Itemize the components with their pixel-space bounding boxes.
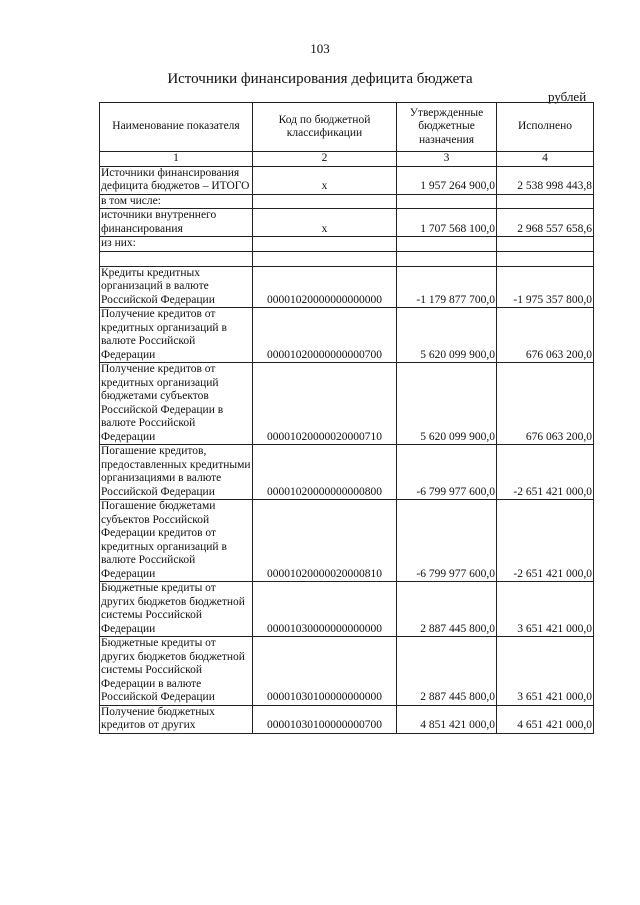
column-number: 4: [497, 152, 594, 167]
table-row: [100, 637, 594, 706]
row-approved: -1 179 877 700,0: [397, 266, 497, 308]
row-executed: 3 651 421 000,0: [497, 637, 594, 706]
row-approved: 1 957 264 900,0: [397, 166, 497, 194]
row-executed: -1 975 357 800,0: [497, 266, 594, 308]
row-approved: [397, 194, 497, 209]
column-header-approved: Утвержденные бюджетные назначения: [397, 103, 497, 152]
row-approved: 5 620 099 900,0: [397, 363, 497, 445]
row-approved: 4 851 421 000,0: [397, 705, 497, 733]
row-name: из них:: [100, 237, 253, 252]
table-row: [100, 237, 594, 252]
table-row: [100, 266, 594, 308]
row-code: [253, 237, 397, 252]
row-code: 00001020000020000710: [253, 363, 397, 445]
row-code: 00001030100000000000: [253, 637, 397, 706]
row-name: в том числе:: [100, 194, 253, 209]
table-row: [100, 582, 594, 637]
row-code: 00001030100000000700: [253, 705, 397, 733]
row-code: 00001020000000000000: [253, 266, 397, 308]
table-body: [100, 166, 594, 733]
row-name: Получение бюджетных кредитов от других: [100, 705, 253, 733]
column-number: 3: [397, 152, 497, 167]
row-name: Источники финансирования дефицита бюджетов – ИТОГО: [100, 166, 253, 194]
column-number-row: [100, 152, 594, 167]
table-row: [100, 251, 594, 266]
row-approved: 2 887 445 800,0: [397, 582, 497, 637]
row-code: x: [253, 209, 397, 237]
table-header-row: [100, 103, 594, 152]
row-executed: [497, 251, 594, 266]
row-name: Погашение кредитов, предоставленных кредитными организациями в валюте Российской Федерации: [101, 445, 251, 498]
table-row: [100, 166, 594, 194]
row-executed: 676 063 200,0: [497, 363, 594, 445]
row-name: [100, 251, 253, 266]
column-header-code: Код по бюджетной классификации: [253, 103, 397, 152]
row-executed: 4 651 421 000,0: [497, 705, 594, 733]
row-code: 00001030000000000000: [253, 582, 397, 637]
row-executed: 2 968 557 658,6: [497, 209, 594, 237]
column-number: 1: [100, 152, 253, 167]
row-name: Погашение бюджетами субъектов Российской Федерации кредитов от кредитных организаций в валюте Российской Федерации: [100, 500, 253, 582]
row-name: Получение кредитов от кредитных организаций в валюте Российской Федерации: [100, 308, 253, 363]
table-row: [100, 209, 594, 237]
table-row: [100, 500, 594, 582]
row-executed: [497, 194, 594, 209]
row-executed: 3 651 421 000,0: [497, 582, 594, 637]
column-header-name: Наименование показателя: [100, 103, 253, 152]
row-executed: 676 063 200,0: [497, 308, 594, 363]
row-code: [253, 251, 397, 266]
document-title: Источники финансирования дефицита бюджета: [167, 71, 473, 87]
row-code: 00001020000020000810: [253, 500, 397, 582]
row-name: Получение кредитов от кредитных организаций бюджетами субъектов Российской Федерации в валюте Российской Федерации: [100, 363, 253, 445]
row-approved: [397, 237, 497, 252]
page-number: 103: [310, 41, 330, 56]
row-approved: 1 707 568 100,0: [397, 209, 497, 237]
row-name: источники внутреннего финансирования: [100, 209, 253, 237]
column-header-executed: Исполнено: [497, 103, 594, 152]
table-row: [100, 705, 594, 733]
financing-table: [99, 102, 594, 734]
table-row: [100, 194, 594, 209]
row-name: Бюджетные кредиты от других бюджетов бюджетной системы Российской Федерации: [100, 582, 253, 637]
row-approved: [397, 251, 497, 266]
row-approved: 2 887 445 800,0: [397, 637, 497, 706]
column-number: 2: [253, 152, 397, 167]
table-row: [100, 308, 594, 363]
row-code: 00001020000000000700: [253, 308, 397, 363]
row-executed: -2 651 421 000,0: [497, 445, 594, 500]
row-name: Кредиты кредитных организаций в валюте Российской Федерации: [100, 266, 253, 308]
unit-label: рублей: [548, 89, 587, 104]
table-row: [100, 445, 594, 500]
row-name: Бюджетные кредиты от других бюджетов бюджетной системы Российской Федерации в валюте Российской Федерации: [100, 637, 253, 706]
row-code: 00001020000000000800: [253, 445, 397, 500]
row-approved: 5 620 099 900,0: [397, 308, 497, 363]
row-executed: [497, 237, 594, 252]
row-code: [253, 194, 397, 209]
row-approved: -6 799 977 600,0: [397, 445, 497, 500]
row-code: x: [253, 166, 397, 194]
row-executed: -2 651 421 000,0: [497, 500, 594, 582]
row-executed: 2 538 998 443,8: [497, 166, 594, 194]
row-approved: -6 799 977 600,0: [397, 500, 497, 582]
table-row: [100, 363, 594, 445]
